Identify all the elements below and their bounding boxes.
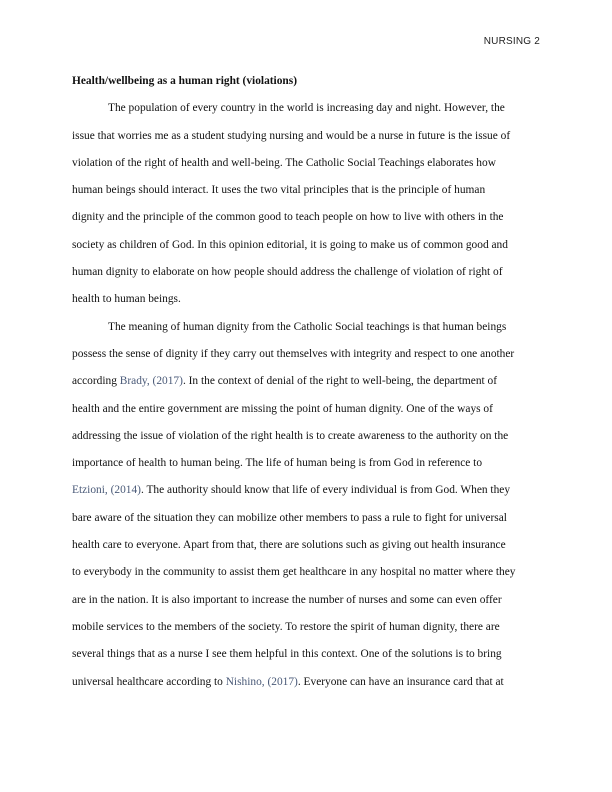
paragraph-line: human dignity to elaborate on how people should address the challenge of violation of right of: [72, 266, 503, 279]
paragraph-2: [72, 314, 542, 696]
citation-link[interactable]: Nishino, (2017): [225, 675, 298, 688]
paragraph-line: issue that worries me as a student studying nursing and would be a nurse in future is the issue of: [72, 129, 511, 142]
paragraph-line: mobile services to the members of the society. To restore the spirit of human dignity, there are: [72, 620, 500, 633]
paragraph-line: are in the nation. It is also important to increase the number of nurses and some can even offer: [72, 593, 502, 606]
paragraph-line: several things that as a nurse I see them helpful in this context. One of the solutions is to bring: [72, 648, 502, 661]
paragraph-line: health care to everyone. Apart from that, there are solutions such as giving out health insurance: [72, 539, 506, 552]
line-text: . The authority should know that life of every individual is from God. When they: [140, 484, 511, 497]
paragraph-line: health to human beings.: [72, 293, 181, 306]
paragraph-line: health and the entire government are missing the point of human dignity. One of the ways of: [72, 402, 493, 415]
line-text: according: [72, 375, 120, 388]
document-body: [72, 68, 542, 696]
paragraph-line: violation of the right of health and well-being. The Catholic Social Teachings elaborates how: [72, 156, 496, 169]
paragraph-line: importance of health to human being. The life of human being is from God in reference to: [72, 457, 483, 470]
paragraph-line: dignity and the principle of the common good to teach people on how to live with others in the: [72, 211, 504, 224]
paragraph-line: [72, 477, 542, 504]
paragraph-line: [72, 368, 542, 395]
paragraph-line: human beings should interact. It uses the two vital principles that is the principle of human: [72, 184, 486, 197]
section-heading: Health/wellbeing as a human right (violations): [72, 75, 297, 87]
paragraph-line: society as children of God. In this opinion editorial, it is going to make us of common good and: [72, 238, 508, 251]
paragraph-line: The meaning of human dignity from the Catholic Social teachings is that human beings: [108, 320, 507, 333]
citation-link[interactable]: Etzioni, (2014): [72, 484, 141, 497]
line-text: . Everyone can have an insurance card that at: [297, 675, 504, 688]
line-text: . In the context of denial of the right to well-being, the department of: [182, 375, 498, 388]
citation-link[interactable]: Brady, (2017): [119, 375, 183, 388]
paragraph-line: The population of every country in the world is increasing day and night. However, the: [108, 102, 505, 115]
paragraph-line: addressing the issue of violation of the right health is to create awareness to the authority on the: [72, 429, 509, 442]
paragraph-line: to everybody in the community to assist them get healthcare in any hospital no matter where they: [72, 566, 516, 579]
paragraph-line: possess the sense of dignity if they carry out themselves with integrity and respect to one another: [72, 347, 515, 360]
paragraph-line: [72, 669, 542, 696]
running-head: NURSING 2: [483, 36, 540, 47]
paragraph-line: bare aware of the situation they can mobilize other members to pass a rule to fight for universal: [72, 511, 507, 524]
paragraph-1: [72, 95, 542, 313]
line-text: universal healthcare according to: [72, 675, 226, 688]
